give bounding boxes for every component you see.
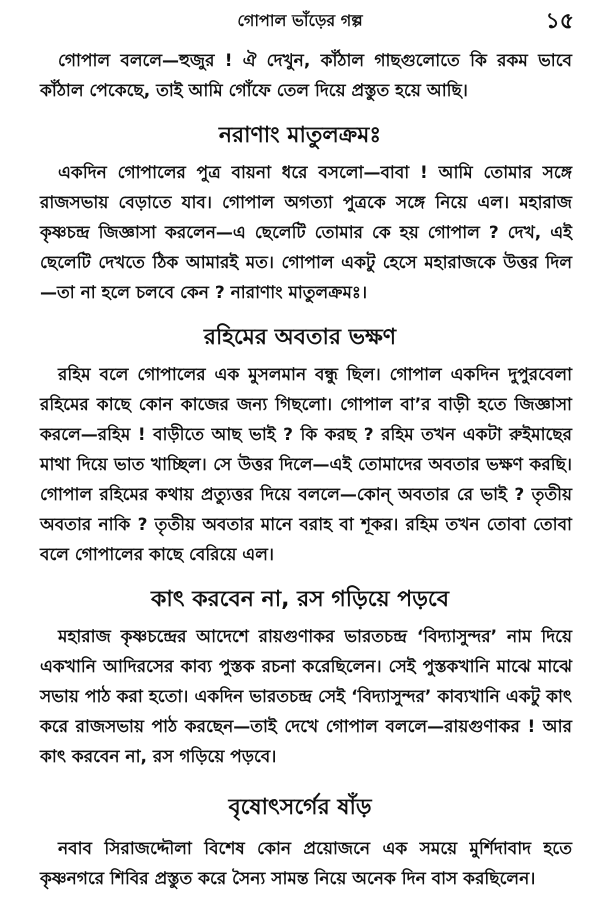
story-paragraph-3: মহারাজ কৃষ্ণচন্দ্রের আদেশে রায়গুণাকর ভারতচন্দ্র ‘বিদ্যাসুন্দর’ নাম দিয়ে একখানি আদিরসের কাব্য পুস্তক রচনা করেছিলেন। সেই পুস্তকখানি মাঝে মাঝে সভায় পাঠ করা হতো। একদিন ভারতচন্দ্র সেই ‘বিদ্যাসুন্দর’ কাব্যখানি একটু কাৎ করে রাজসভায় পাঠ করছেন—তাই দেখে গোপাল বললে—রায়গুণাকর ! আর কাৎ করবেন না, রস গড়িয়ে পড়বে। [40, 627, 572, 767]
story-paragraph-2: রহিম বলে গোপালের এক মুসলমান বন্ধু ছিল। গোপাল একদিন দুপুরবেলা রহিমের কাছে কোন কাজের জন্য গিছলো। গোপাল বা’র বাড়ী হতে জিজ্ঞাসা করলে—রহিম ! বাড়ীতে আছ ভাই ? কি করছ ? রহিম তখন একটা রুইমাছের মাথা দিয়ে ভাত খাচ্ছিল। সে উত্তর দিলে—এই তোমাদের অবতার ভক্ষণ করছি। গোপাল রহিমের কথায় প্রত্যুত্তর দিয়ে বললে—কোন্ অবতার রে ভাই ? তৃতীয় অবতার নাকি ? তৃতীয় অবতার মানে বরাহ বা শূকর। রহিম তখন তোবা তোবা বলে গোপালের কাছে বেরিয়ে এল। [40, 365, 572, 565]
story-heading-2: রহিমের অবতার ভক্ষণ [203, 325, 397, 350]
book-title: গোপাল ভাঁড়ের গল্প [237, 11, 363, 30]
running-header [0, 4, 600, 34]
story-paragraph-1: একদিন গোপালের পুত্র বায়না ধরে বসলো—বাবা ! আমি তোমার সঙ্গে রাজসভায় বেড়াতে যাব। গোপাল অগত্যা পুত্রকে সঙ্গে নিয়ে এল। মহারাজ কৃষ্ণচন্দ্র জিজ্ঞাসা করলেন—এ ছেলেটি তোমার কে হয় গোপাল ? দেখ, এই ছেলেটি দেখতে ঠিক আমারই মত। গোপাল একটু হেসে মহারাজকে উত্তর দিল—তা না হলে চলবে কেন ? নারাণাং মাতুলক্রমঃ। [40, 163, 572, 303]
story-heading-4: বৃষোৎসর্গের ষাঁড় [228, 795, 372, 820]
story-paragraph-4: নবাব সিরাজদ্দৌলা বিশেষ কোন প্রয়োজনে এক সময়ে মুর্শিদাবাদ হতে কৃষ্ণনগরে শিবির প্রস্তুত করে সৈন্য সামন্ত নিয়ে অনেক দিন বাস করছিলেন। [40, 839, 572, 889]
intro-paragraph: গোপাল বললে—হুজুর ! ঐ দেখুন, কাঁঠাল গাছগুলোতে কি রকম ভাবে কাঁঠাল পেকেছে, তাই আমি গোঁফে তেল দিয়ে প্রস্তুত হয়ে আছি। [40, 51, 572, 101]
story-heading-3: কাৎ করবেন না, রস গড়িয়ে পড়বে [151, 587, 449, 612]
page-number: ১৫ [545, 9, 574, 34]
story-heading-1: নরাণাং মাতুলক্রমঃ [218, 123, 382, 148]
